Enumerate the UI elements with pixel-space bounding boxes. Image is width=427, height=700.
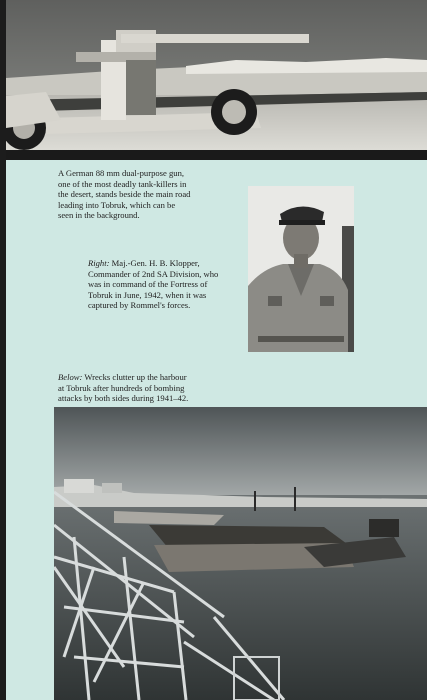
caption-direction-label: Below: <box>58 372 83 382</box>
caption-line: the desert, stands beside the main road <box>58 189 191 199</box>
caption-line: seen in the background. <box>58 210 140 220</box>
book-page <box>6 0 427 700</box>
gun-caption <box>58 168 218 221</box>
klopper-caption <box>88 258 258 311</box>
klopper-portrait-photo <box>248 186 354 352</box>
caption-line: was in command of the Fortress of <box>88 279 208 289</box>
gun-photo <box>6 0 427 160</box>
caption-line: attacks by both sides during 1941–42. <box>58 393 189 403</box>
caption-text: Wrecks clutter up the harbour <box>82 372 187 382</box>
caption-line: one of the most deadly tank-killers in <box>58 178 187 189</box>
caption-line <box>88 258 258 269</box>
caption-text: Maj.-Gen. H. B. Klopper, <box>109 258 200 268</box>
harbour-caption <box>58 372 218 404</box>
caption-line: leading into Tobruk, which can be <box>58 199 176 210</box>
harbour-wrecks-photo <box>54 407 427 700</box>
caption-line: Tobruk in June, 1942, when it was <box>88 289 207 300</box>
caption-line: captured by Rommel's forces. <box>88 300 191 310</box>
caption-line: Commander of 2nd SA Division, who <box>88 268 219 279</box>
caption-line <box>58 372 218 383</box>
caption-line: at Tobruk after hundreds of bombing <box>58 382 185 393</box>
caption-direction-label: Right: <box>88 258 110 268</box>
caption-line: A German 88 mm dual-purpose gun, <box>58 168 185 178</box>
